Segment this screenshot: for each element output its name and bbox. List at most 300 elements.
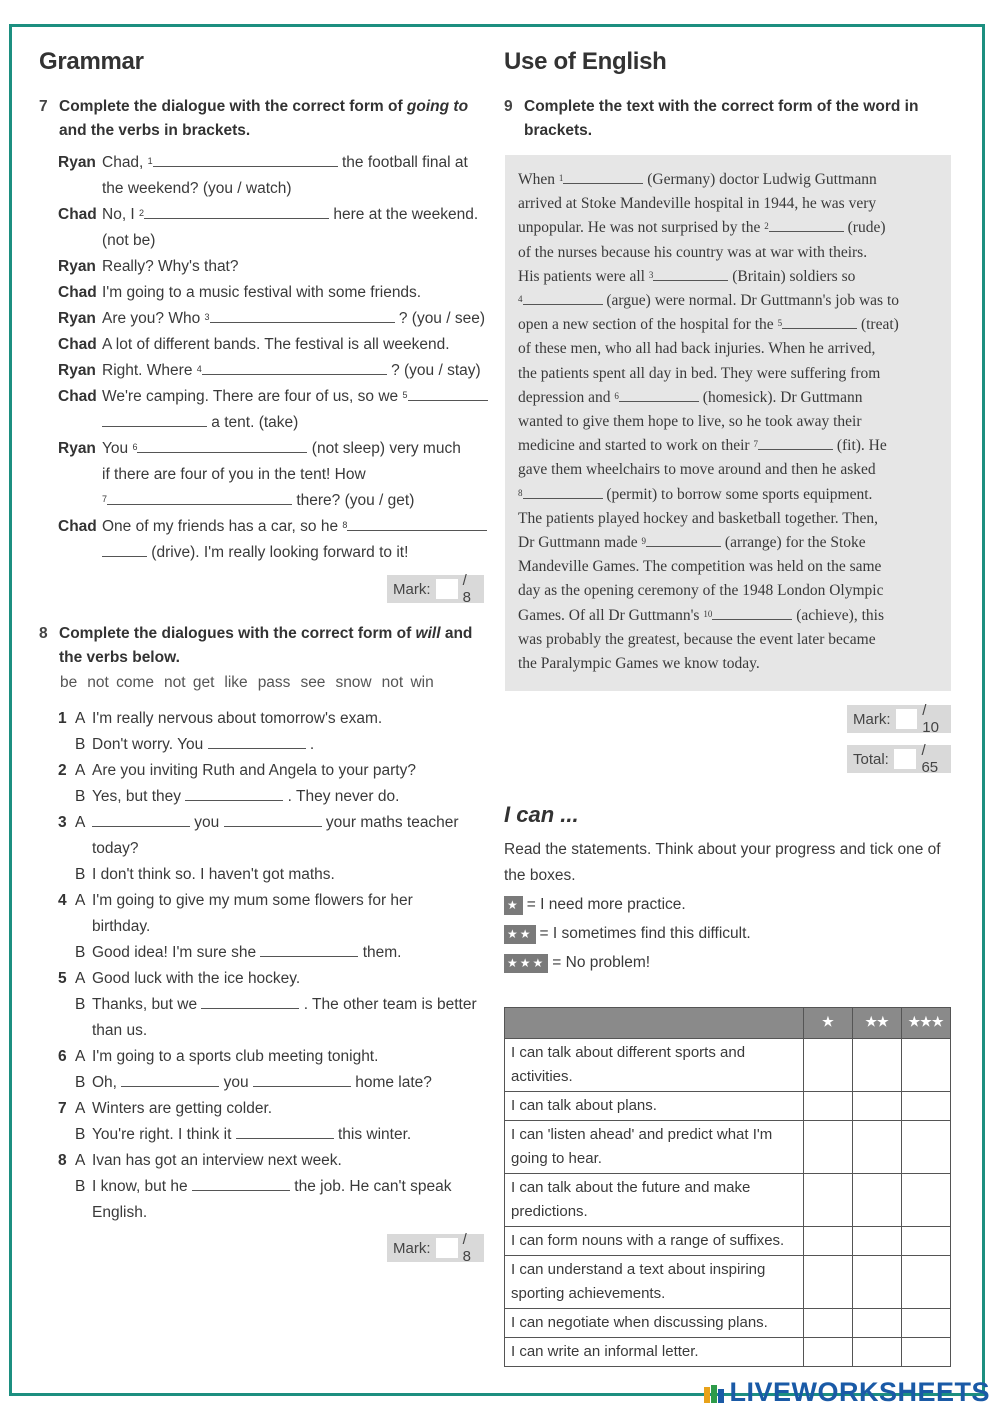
star-icon: ★★ bbox=[504, 925, 536, 944]
text-line bbox=[518, 386, 938, 410]
dialogue-text: ? (you / stay) bbox=[386, 362, 481, 379]
text-segment: (arrange) for the Stoke bbox=[721, 534, 866, 552]
total-mark-input[interactable] bbox=[894, 749, 917, 769]
q9-number: 9 bbox=[504, 98, 513, 115]
speaker-name: Chad bbox=[58, 206, 97, 223]
q7-number: 7 bbox=[39, 98, 48, 115]
text-segment: depression and bbox=[518, 388, 615, 406]
item-number: 7 bbox=[58, 1100, 67, 1117]
i-can-statement: I can understand a text about inspiring sporting achievements. bbox=[505, 1256, 804, 1309]
text-segment: (argue) were normal. Dr Guttmann's job was to bbox=[602, 292, 899, 310]
dialogue-text: (not be) bbox=[102, 232, 156, 249]
speaker-name: Chad bbox=[58, 284, 97, 301]
i-can-statement: I can write an informal letter. bbox=[505, 1338, 804, 1367]
q8-mark-input[interactable] bbox=[436, 1238, 458, 1258]
dialogue-text: I'm going to a sports club meeting tonight. bbox=[92, 1048, 379, 1065]
i-can-statement: I can talk about different sports and activities. bbox=[505, 1039, 804, 1092]
q9-title: Complete the text with the correct form of the word in bbox=[524, 98, 919, 115]
dialogue-line bbox=[58, 358, 488, 384]
dialogue-line bbox=[58, 436, 488, 462]
dialogue-line bbox=[58, 1200, 488, 1226]
legend-row bbox=[504, 925, 751, 944]
q8-title-post: the verbs below. bbox=[59, 649, 180, 666]
answer-blank[interactable] bbox=[92, 810, 190, 827]
tick-box[interactable] bbox=[853, 1338, 902, 1367]
text-segment: the patients spent all day in bed. They were suffering from bbox=[518, 364, 881, 382]
legend-row bbox=[504, 954, 751, 973]
speaker-letter: B bbox=[75, 996, 86, 1013]
dialogue-text: No, I bbox=[102, 206, 140, 223]
dialogue-line bbox=[58, 1122, 488, 1148]
i-can-row bbox=[505, 1092, 951, 1121]
dialogue-text: Really? Why's that? bbox=[102, 258, 239, 275]
grammar-heading: Grammar bbox=[39, 48, 144, 75]
tick-box[interactable] bbox=[853, 1256, 902, 1309]
answer-blank-5[interactable] bbox=[782, 314, 857, 329]
text-segment: (Germany) doctor Ludwig Guttmann bbox=[643, 171, 877, 188]
liveworksheets-icon bbox=[703, 1382, 725, 1404]
answer-blank-8[interactable] bbox=[523, 484, 603, 499]
gap-number: 6 bbox=[132, 442, 138, 452]
answer-blank[interactable] bbox=[236, 1122, 334, 1139]
speaker-name: Chad bbox=[58, 518, 97, 535]
answer-blank-1[interactable] bbox=[563, 169, 643, 184]
dialogue-text: Are you inviting Ruth and Angela to your party? bbox=[92, 762, 416, 779]
gap-number: 5 bbox=[402, 390, 408, 400]
dialogue-text: . They never do. bbox=[283, 788, 400, 805]
tick-box[interactable] bbox=[902, 1039, 951, 1092]
text-segment: was probably the greatest, because the event later became bbox=[518, 630, 876, 648]
text-line bbox=[518, 362, 938, 386]
dialogue-text: Good idea! I'm sure she bbox=[92, 944, 261, 961]
item-number: 6 bbox=[58, 1048, 67, 1065]
dialogue-line bbox=[58, 410, 488, 436]
i-can-statement: I can talk about the future and make predictions. bbox=[505, 1174, 804, 1227]
text-line bbox=[518, 434, 938, 458]
word-bank-item: pass bbox=[257, 674, 291, 691]
answer-blank[interactable] bbox=[201, 992, 299, 1009]
gap-number: 1 bbox=[558, 173, 564, 183]
dialogue-text: We're camping. There are four of us, so we bbox=[102, 388, 403, 405]
gap-number: 2 bbox=[139, 208, 145, 218]
tick-box[interactable] bbox=[853, 1174, 902, 1227]
dialogue-line bbox=[58, 836, 488, 862]
tick-box[interactable] bbox=[804, 1121, 853, 1174]
dialogue-text: Winters are getting colder. bbox=[92, 1100, 273, 1117]
text-segment: (achieve), this bbox=[792, 606, 884, 624]
text-line bbox=[518, 337, 938, 361]
dialogue-text: Right. Where bbox=[102, 362, 197, 379]
gap-number: 7 bbox=[753, 439, 758, 450]
word-bank-item: not win bbox=[381, 674, 434, 691]
total-label: Total: bbox=[853, 750, 889, 768]
tick-box[interactable] bbox=[804, 1256, 853, 1309]
dialogue-text: Chad, bbox=[102, 154, 148, 171]
total-total: / 65 bbox=[921, 742, 939, 776]
dialogue-text: You're right. I think it bbox=[92, 1126, 236, 1143]
speaker-letter: B bbox=[75, 866, 86, 883]
answer-blank-5[interactable] bbox=[408, 384, 488, 401]
answer-blank[interactable] bbox=[185, 784, 283, 801]
tick-box[interactable] bbox=[902, 1174, 951, 1227]
item-number: 3 bbox=[58, 814, 67, 831]
tick-box[interactable] bbox=[804, 1174, 853, 1227]
word-bank-item: not get bbox=[164, 674, 215, 691]
word-bank-item: not come bbox=[87, 674, 155, 691]
dialogue-text: Ivan has got an interview next week. bbox=[92, 1152, 342, 1169]
text-segment: The patients played hockey and basketball together. Then, bbox=[518, 509, 878, 527]
dialogue-line bbox=[58, 992, 488, 1018]
speaker-letter: B bbox=[75, 788, 86, 805]
mark-label: Mark: bbox=[393, 580, 431, 598]
dialogue-line bbox=[58, 732, 488, 758]
liveworksheets-text: LIVEWORKSHEETS bbox=[729, 1377, 990, 1407]
answer-blank[interactable] bbox=[253, 1070, 351, 1087]
dialogue-text: this winter. bbox=[333, 1126, 412, 1143]
dialogue-text: if there are four of you in the tent! How bbox=[102, 466, 366, 483]
item-number: 2 bbox=[58, 762, 67, 779]
text-segment: unpopular. He was not surprised by the bbox=[518, 219, 765, 237]
i-can-header-blank bbox=[505, 1008, 804, 1039]
gap-number: 9 bbox=[641, 536, 647, 547]
dialogue-line bbox=[58, 1044, 488, 1070]
i-can-intro-line2: the boxes. bbox=[504, 867, 576, 884]
q7-title-post: and the verbs in brackets. bbox=[59, 122, 251, 139]
tick-box[interactable] bbox=[804, 1092, 853, 1121]
answer-blank-7[interactable] bbox=[107, 488, 292, 505]
speaker-letter: A bbox=[75, 892, 86, 909]
q7-mark-input[interactable] bbox=[436, 579, 458, 599]
dialogue-line bbox=[58, 1096, 488, 1122]
speaker-letter: B bbox=[75, 944, 86, 961]
tick-box[interactable] bbox=[853, 1309, 902, 1338]
tick-box[interactable] bbox=[902, 1309, 951, 1338]
tick-box[interactable] bbox=[804, 1309, 853, 1338]
i-can-statement: I can 'listen ahead' and predict what I'm going to hear. bbox=[505, 1121, 804, 1174]
dialogue-line bbox=[58, 1070, 488, 1096]
text-segment: arrived at Stoke Mandeville hospital in 1944, he was very bbox=[518, 195, 877, 213]
i-can-statement: I can form nouns with a range of suffixes. bbox=[505, 1227, 804, 1256]
gap-number: 6 bbox=[614, 390, 619, 401]
q8-mark bbox=[387, 1231, 484, 1265]
dialogue-line bbox=[58, 540, 488, 566]
speaker-name: Chad bbox=[58, 388, 97, 405]
speaker-letter: A bbox=[75, 710, 86, 727]
q9-text bbox=[518, 168, 938, 676]
text-line bbox=[518, 192, 938, 216]
mark-label: Mark: bbox=[393, 1239, 431, 1257]
text-line bbox=[518, 458, 938, 482]
q8-number: 8 bbox=[39, 625, 48, 642]
legend-text: = No problem! bbox=[552, 954, 651, 971]
dialogue-line bbox=[58, 254, 488, 280]
dialogue-text: I know, but he bbox=[92, 1178, 192, 1195]
dialogue-line bbox=[58, 940, 488, 966]
dialogue-text: you bbox=[190, 814, 224, 831]
speaker-name: Ryan bbox=[58, 154, 96, 171]
dialogue-line bbox=[58, 1018, 488, 1044]
answer-blank[interactable] bbox=[192, 1174, 290, 1191]
i-can-row bbox=[505, 1256, 951, 1309]
dialogue-line bbox=[58, 888, 488, 914]
dialogue-text: Don't worry. You bbox=[92, 736, 208, 753]
dialogue-line bbox=[58, 862, 488, 888]
answer-blank-4[interactable] bbox=[202, 358, 387, 375]
text-line bbox=[518, 168, 938, 192]
tick-box[interactable] bbox=[853, 1227, 902, 1256]
text-segment: (homesick). Dr Guttmann bbox=[698, 388, 863, 406]
tick-box[interactable] bbox=[902, 1227, 951, 1256]
answer-blank-2[interactable] bbox=[769, 217, 844, 232]
dialogue-text: home late? bbox=[350, 1074, 432, 1091]
dialogue-line bbox=[58, 1148, 488, 1174]
speaker-letter: B bbox=[75, 1074, 86, 1091]
i-can-heading: I can ... bbox=[504, 802, 579, 827]
item-number: 8 bbox=[58, 1152, 67, 1169]
text-segment: (treat) bbox=[857, 316, 899, 334]
dialogue-line bbox=[58, 384, 488, 410]
q9-mark-input[interactable] bbox=[896, 709, 918, 729]
dialogue-line bbox=[58, 784, 488, 810]
answer-blank-6[interactable] bbox=[619, 387, 699, 402]
text-line bbox=[518, 628, 938, 652]
dialogue-text: Are you? Who bbox=[102, 310, 205, 327]
star-icon: ★ bbox=[504, 896, 523, 915]
text-line bbox=[518, 265, 938, 289]
text-line bbox=[518, 410, 938, 434]
dialogue-line bbox=[58, 306, 488, 332]
star-icon: ★★★ bbox=[504, 954, 548, 973]
i-can-statement: I can negotiate when discussing plans. bbox=[505, 1309, 804, 1338]
q8-instructions bbox=[39, 622, 479, 670]
answer-blank-2[interactable] bbox=[144, 202, 329, 219]
mark-total: / 8 bbox=[462, 572, 471, 606]
answer-blank[interactable] bbox=[224, 810, 322, 827]
item-number: 1 bbox=[58, 710, 67, 727]
q8-title-em: will bbox=[415, 625, 441, 642]
answer-blank-6[interactable] bbox=[137, 436, 307, 453]
gap-number: 3 bbox=[648, 269, 654, 280]
dialogue-text: the weekend? (you / watch) bbox=[102, 180, 292, 197]
answer-blank-8[interactable] bbox=[347, 514, 487, 531]
col-two-stars: ★★ bbox=[853, 1008, 902, 1039]
answer-blank[interactable] bbox=[102, 410, 207, 427]
liveworksheets-logo bbox=[703, 1377, 990, 1408]
total-mark bbox=[847, 742, 951, 776]
text-segment: When bbox=[518, 171, 559, 188]
dialogue-text: A lot of different bands. The festival is all weekend. bbox=[102, 336, 450, 353]
tick-box[interactable] bbox=[853, 1121, 902, 1174]
dialogue-line bbox=[58, 228, 488, 254]
text-line bbox=[518, 579, 938, 603]
i-can-statement: I can talk about plans. bbox=[505, 1092, 804, 1121]
tick-box[interactable] bbox=[902, 1121, 951, 1174]
dialogue-line bbox=[58, 514, 488, 540]
text-segment: of the nurses because his country was at war with theirs. bbox=[518, 243, 868, 261]
answer-blank-10[interactable] bbox=[712, 605, 792, 620]
text-line bbox=[518, 652, 938, 676]
dialogue-text: I don't think so. I haven't got maths. bbox=[92, 866, 335, 883]
dialogue-text: (drive). I'm really looking forward to it! bbox=[147, 544, 409, 561]
q7-dialogue bbox=[58, 150, 488, 566]
gap-number: 8 bbox=[342, 520, 348, 530]
answer-blank[interactable] bbox=[208, 732, 306, 749]
dialogue-text: you bbox=[219, 1074, 253, 1091]
text-segment: Games. Of all Dr Guttmann's bbox=[518, 606, 704, 624]
text-segment: wanted to give them hope to live, so he took away their bbox=[518, 413, 862, 431]
text-line bbox=[518, 604, 938, 628]
dialogue-text: birthday. bbox=[92, 918, 151, 935]
answer-blank[interactable] bbox=[121, 1070, 219, 1087]
q8-word-bank bbox=[60, 674, 444, 692]
i-can-legend bbox=[504, 896, 751, 983]
word-bank-item: snow bbox=[335, 674, 372, 691]
gap-number: 7 bbox=[102, 494, 108, 504]
q9-instructions bbox=[504, 95, 954, 143]
dialogue-text: Good luck with the ice hockey. bbox=[92, 970, 301, 987]
dialogue-text: I'm really nervous about tomorrow's exam. bbox=[92, 710, 383, 727]
text-segment: His patients were all bbox=[518, 267, 649, 285]
text-line bbox=[518, 289, 938, 313]
dialogue-text: Yes, but they bbox=[92, 788, 186, 805]
gap-number: 4 bbox=[518, 294, 523, 305]
q7-title-pre: Complete the dialogue with the correct form of bbox=[59, 98, 407, 115]
mark-total: / 8 bbox=[462, 1231, 471, 1265]
text-segment: gave them wheelchairs to move around and then he asked bbox=[518, 461, 876, 479]
tick-box[interactable] bbox=[853, 1092, 902, 1121]
i-can-row bbox=[505, 1121, 951, 1174]
dialogue-line bbox=[58, 150, 488, 176]
tick-box[interactable] bbox=[853, 1039, 902, 1092]
dialogue-text: . bbox=[305, 736, 315, 753]
text-line bbox=[518, 507, 938, 531]
gap-number: 5 bbox=[777, 318, 783, 329]
i-can-row bbox=[505, 1227, 951, 1256]
item-number: 5 bbox=[58, 970, 67, 987]
dialogue-line bbox=[58, 1174, 488, 1200]
dialogue-text: your maths teacher bbox=[321, 814, 459, 831]
dialogue-line bbox=[58, 202, 488, 228]
dialogue-text: a tent. (take) bbox=[207, 414, 299, 431]
dialogue-text: than us. bbox=[92, 1022, 148, 1039]
word-bank-item: see bbox=[300, 674, 326, 691]
q9-mark bbox=[847, 702, 951, 736]
dialogue-text: You bbox=[102, 440, 133, 457]
text-segment: (Britain) soldiers so bbox=[728, 267, 856, 285]
text-segment: Mandeville Games. The competition was held on the same bbox=[518, 558, 882, 576]
gap-number: 1 bbox=[147, 156, 153, 166]
text-line bbox=[518, 313, 938, 337]
dialogue-line bbox=[58, 758, 488, 784]
dialogue-text: ? (you / see) bbox=[394, 310, 486, 327]
text-line bbox=[518, 241, 938, 265]
answer-blank-9[interactable] bbox=[646, 532, 721, 547]
text-segment: (permit) to borrow some sports equipment. bbox=[602, 485, 873, 503]
speaker-letter: A bbox=[75, 814, 86, 831]
dialogue-text: One of my friends has a car, so he bbox=[102, 518, 343, 535]
text-line bbox=[518, 216, 938, 240]
i-can-row bbox=[505, 1309, 951, 1338]
speaker-letter: B bbox=[75, 736, 86, 753]
mark-label: Mark: bbox=[853, 710, 891, 728]
gap-number: 2 bbox=[764, 221, 769, 232]
gap-number: 8 bbox=[518, 487, 523, 498]
i-can-row bbox=[505, 1338, 951, 1367]
dialogue-text: . The other team is better bbox=[299, 996, 477, 1013]
dialogue-text: today? bbox=[92, 840, 139, 857]
dialogue-line bbox=[58, 810, 488, 836]
dialogue-text: I'm going to a music festival with some friends. bbox=[102, 284, 422, 301]
dialogue-text: English. bbox=[92, 1204, 148, 1221]
dialogue-line bbox=[58, 280, 488, 306]
q7-instructions bbox=[39, 95, 479, 143]
legend-text: = I need more practice. bbox=[526, 896, 686, 913]
col-three-stars: ★★★ bbox=[902, 1008, 951, 1039]
tick-box[interactable] bbox=[902, 1338, 951, 1367]
speaker-letter: A bbox=[75, 762, 86, 779]
tick-box[interactable] bbox=[804, 1227, 853, 1256]
answer-blank-7[interactable] bbox=[758, 435, 833, 450]
q8-dialogues bbox=[58, 706, 488, 1226]
dialogue-line bbox=[58, 914, 488, 940]
answer-blank[interactable] bbox=[102, 540, 147, 557]
dialogue-text: them. bbox=[358, 944, 402, 961]
tick-box[interactable] bbox=[902, 1256, 951, 1309]
mark-total: / 10 bbox=[922, 702, 939, 736]
i-can-intro-line1: Read the statements. Think about your progress and tick one of bbox=[504, 841, 941, 858]
answer-blank-4[interactable] bbox=[523, 290, 603, 305]
item-number: 4 bbox=[58, 892, 67, 909]
q7-title-em: going to bbox=[406, 98, 469, 115]
speaker-name: Chad bbox=[58, 336, 97, 353]
q8-title-pre: Complete the dialogues with the correct form of bbox=[59, 625, 416, 642]
q9-title2: brackets. bbox=[524, 122, 593, 139]
tick-box[interactable] bbox=[902, 1092, 951, 1121]
speaker-name: Ryan bbox=[58, 440, 96, 457]
text-line bbox=[518, 483, 938, 507]
answer-blank[interactable] bbox=[260, 940, 358, 957]
speaker-letter: B bbox=[75, 1178, 86, 1195]
gap-number: 10 bbox=[703, 608, 713, 619]
speaker-letter: A bbox=[75, 970, 86, 987]
text-line bbox=[518, 555, 938, 579]
col-one-star: ★ bbox=[804, 1008, 853, 1039]
dialogue-text: Oh, bbox=[92, 1074, 122, 1091]
tick-box[interactable] bbox=[804, 1338, 853, 1367]
gap-number: 4 bbox=[196, 364, 202, 374]
answer-blank-1[interactable] bbox=[153, 150, 338, 167]
dialogue-line bbox=[58, 176, 488, 202]
speaker-name: Ryan bbox=[58, 258, 96, 275]
answer-blank-3[interactable] bbox=[653, 266, 728, 281]
i-can-table bbox=[504, 1007, 951, 1367]
i-can-row bbox=[505, 1174, 951, 1227]
text-segment: day as the opening ceremony of the 1948 London Olympic bbox=[518, 582, 884, 600]
dialogue-text: (not sleep) very much bbox=[307, 440, 461, 457]
dialogue-line bbox=[58, 706, 488, 732]
dialogue-text: I'm going to give my mum some flowers for her bbox=[92, 892, 413, 909]
answer-blank-3[interactable] bbox=[210, 306, 395, 323]
tick-box[interactable] bbox=[804, 1039, 853, 1092]
text-segment: (rude) bbox=[843, 219, 886, 237]
dialogue-text: the job. He can't speak bbox=[289, 1178, 452, 1195]
legend-row bbox=[504, 896, 751, 915]
text-segment: (fit). He bbox=[832, 437, 887, 455]
speaker-letter: A bbox=[75, 1100, 86, 1117]
text-segment: medicine and started to work on their bbox=[518, 437, 754, 455]
text-line bbox=[518, 531, 938, 555]
dialogue-line bbox=[58, 332, 488, 358]
